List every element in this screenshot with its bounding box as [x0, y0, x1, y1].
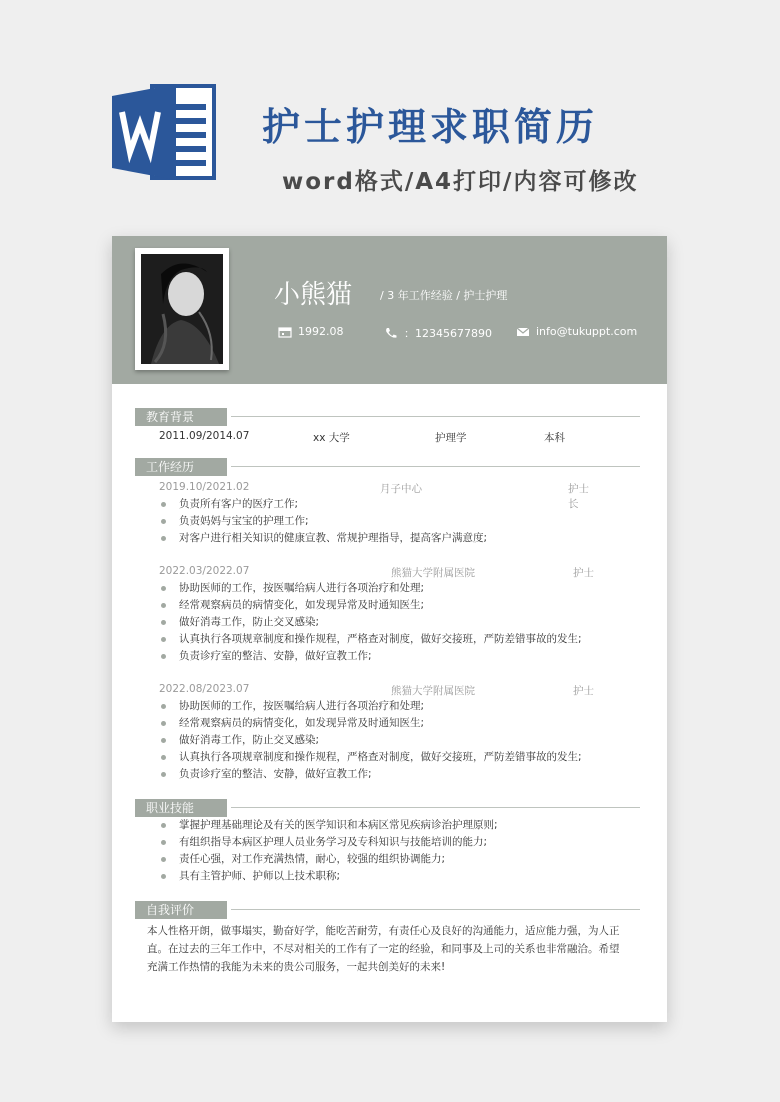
- section-divider: [231, 466, 640, 467]
- list-item: 经常观察病员的病情变化，如发现异常及时通知医生;: [159, 715, 629, 732]
- email-address: info@tukuppt.com: [536, 325, 638, 338]
- list-item: 负责妈妈与宝宝的护理工作;: [159, 513, 629, 530]
- list-item: 协助医师的工作，按医嘱给病人进行各项治疗和处理;: [159, 698, 629, 715]
- job-company: 熊猫大学附属医院: [391, 567, 475, 579]
- edu-major: 护理学: [435, 432, 467, 444]
- section-title: 职业技能: [135, 799, 227, 817]
- list-item: 掌握护理基础理论及有关的医学知识和本病区常见疾病诊治护理原则;: [159, 817, 629, 834]
- banner-subtitle: word格式/A4打印/内容可修改: [282, 169, 639, 195]
- job-company: 熊猫大学附属医院: [391, 685, 475, 697]
- phone-number: ：12345677890: [404, 327, 492, 340]
- birth-date: 1992.08: [298, 325, 344, 338]
- section-title: 自我评价: [135, 901, 227, 919]
- job-period: 2022.08/2023.07: [159, 683, 250, 695]
- list-item: 经常观察病员的病情变化，如发现异常及时通知医生;: [159, 597, 629, 614]
- job-duties: [159, 698, 629, 783]
- edu-degree: 本科: [544, 432, 565, 444]
- resume-page: [112, 236, 667, 1022]
- section-evaluation: [135, 901, 640, 919]
- list-item: 责任心强，对工作充满热情，耐心，较强的组织协调能力;: [159, 851, 629, 868]
- list-item: 认真执行各项规章制度和操作规程，严格查对制度，做好交接班，严防差错事故的发生;: [159, 631, 629, 648]
- list-item: 协助医师的工作，按医嘱给病人进行各项治疗和处理;: [159, 580, 629, 597]
- candidate-name: 小熊猫: [274, 280, 353, 310]
- list-item: 做好消毒工作，防止交叉感染;: [159, 732, 629, 749]
- banner-title: 护士护理求职简历: [262, 105, 599, 149]
- portrait-image: [141, 254, 223, 364]
- self-evaluation-text: 本人性格开朗，做事塌实，勤奋好学，能吃苦耐劳，有责任心及良好的沟通能力，适应能力强，为人正直。在过去的三年工作中，不尽对相关的工作有了一定的经验，和同事及上司的关系也非常融洽。希望充满工作热情的我能为未来的贵公司服务，一起共创美好的未来!: [147, 925, 620, 973]
- profile-photo: [135, 248, 229, 370]
- job-header: [159, 683, 599, 697]
- birth-item: [278, 325, 344, 338]
- job-company: 月子中心: [380, 483, 422, 495]
- job-period: 2019.10/2021.02: [159, 481, 250, 493]
- edu-period: 2011.09/2014.07: [159, 430, 250, 442]
- section-title: 工作经历: [135, 458, 227, 476]
- job-title: 护士长: [568, 483, 589, 510]
- phone-item: [384, 325, 492, 341]
- job-duties: [159, 496, 629, 547]
- candidate-tagline: / 3 年工作经验 / 护士护理: [380, 289, 508, 302]
- job-title: 护士: [573, 685, 594, 697]
- list-item: 负责诊疗室的整洁、安静，做好宣教工作;: [159, 766, 629, 783]
- section-divider: [231, 807, 640, 808]
- job-header: [159, 565, 599, 579]
- job-duties: [159, 580, 629, 665]
- list-item: 对客户进行相关知识的健康宣教、常规护理指导，提高客户满意度;: [159, 530, 629, 547]
- edu-school: xx 大学: [313, 432, 350, 444]
- list-item: 负责所有客户的医疗工作;: [159, 496, 629, 513]
- envelope-icon: [516, 326, 530, 338]
- job-period: 2022.03/2022.07: [159, 565, 250, 577]
- calendar-icon: [278, 326, 292, 338]
- email-item: [516, 325, 637, 338]
- section-divider: [231, 416, 640, 417]
- section-education: [135, 408, 640, 426]
- list-item: 有组织指导本病区护理人员业务学习及专科知识与技能培训的能力;: [159, 834, 629, 851]
- word-logo-icon: [112, 80, 220, 184]
- list-item: 具有主管护师、护师以上技术职称;: [159, 868, 629, 885]
- list-item: 认真执行各项规章制度和操作规程，严格查对制度，做好交接班，严防差错事故的发生;: [159, 749, 629, 766]
- list-item: 做好消毒工作，防止交叉感染;: [159, 614, 629, 631]
- skills-list: [159, 817, 629, 885]
- section-title: 教育背景: [135, 408, 227, 426]
- resume-header: [112, 236, 667, 384]
- section-work: [135, 458, 640, 476]
- section-divider: [231, 909, 640, 910]
- section-skills: [135, 799, 640, 817]
- job-title: 护士: [573, 567, 594, 579]
- list-item: 负责诊疗室的整洁、安静，做好宣教工作;: [159, 648, 629, 665]
- phone-icon: [384, 327, 398, 339]
